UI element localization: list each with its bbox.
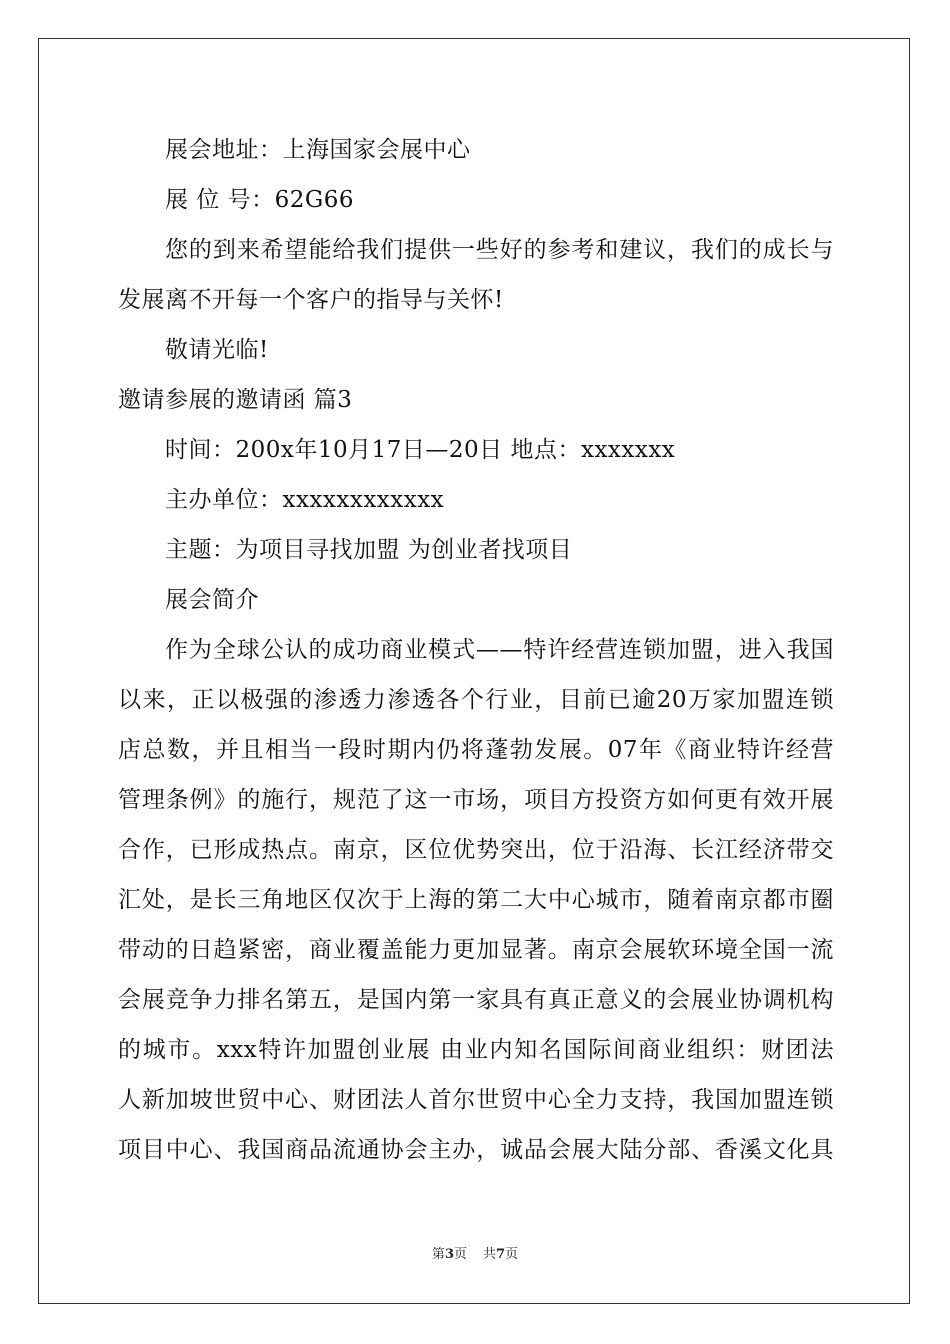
body-paragraph-line: 项目中心、我国商品流通协会主办，诚品会展大陆分部、香溪文化具	[118, 1137, 834, 1163]
event-theme: 主题：为项目寻找加盟 为创业者找项目	[165, 537, 573, 563]
total-prefix: 共	[483, 1247, 497, 1262]
body-paragraph-line: 人新加坡世贸中心、财团法人首尔世贸中心全力支持，我国加盟连锁	[118, 1087, 834, 1113]
body-paragraph-line: 的城市。xxx特许加盟创业展 由业内知名国际间商业组织：财团法	[118, 1037, 834, 1063]
event-time-location: 时间：200x年10月17日—20日 地点：xxxxxxx	[165, 437, 676, 463]
body-paragraph-line: 汇处，是长三角地区仅次于上海的第二大中心城市，随着南京都市圈	[118, 887, 834, 913]
total-suffix: 页	[505, 1247, 519, 1262]
body-paragraph-line: 以来，正以极强的渗透力渗透各个行业，目前已逾20万家加盟连锁	[118, 687, 834, 713]
subsection-heading: 展会简介	[165, 587, 259, 613]
body-paragraph-line: 店总数，并且相当一段时期内仍将蓬勃发展。07年《商业特许经营	[118, 737, 834, 763]
exhibition-address: 展会地址：上海国家会展中心	[165, 137, 471, 163]
booth-number: 展 位 号：62G66	[165, 187, 355, 213]
section-heading: 邀请参展的邀请函 篇3	[118, 387, 353, 413]
page-suffix: 页	[453, 1247, 467, 1262]
body-paragraph-line: 管理条例》的施行，规范了这一市场，项目方投资方如何更有效开展	[118, 787, 834, 813]
total-pages: 7	[496, 1247, 506, 1262]
body-paragraph-line: 合作，已形成热点。南京，区位优势突出，位于沿海、长江经济带交	[118, 837, 834, 863]
body-paragraph-line: 作为全球公认的成功商业模式——特许经营连锁加盟，进入我国	[165, 637, 834, 663]
organizer: 主办单位：xxxxxxxxxxxx	[165, 487, 445, 513]
page-footer	[0, 1246, 950, 1264]
body-paragraph-line: 您的到来希望能给我们提供一些好的参考和建议，我们的成长与	[165, 237, 834, 263]
body-paragraph-line: 带动的日趋紧密，商业覆盖能力更加显著。南京会展软环境全国一流	[118, 937, 834, 963]
body-paragraph-line: 发展离不开每一个客户的指导与关怀!	[118, 287, 504, 313]
closing-invitation: 敬请光临!	[165, 337, 269, 363]
page-prefix: 第	[431, 1247, 445, 1262]
body-paragraph-line: 会展竞争力排名第五，是国内第一家具有真正意义的会展业协调机构	[118, 987, 834, 1013]
page-number: 3	[444, 1247, 454, 1262]
